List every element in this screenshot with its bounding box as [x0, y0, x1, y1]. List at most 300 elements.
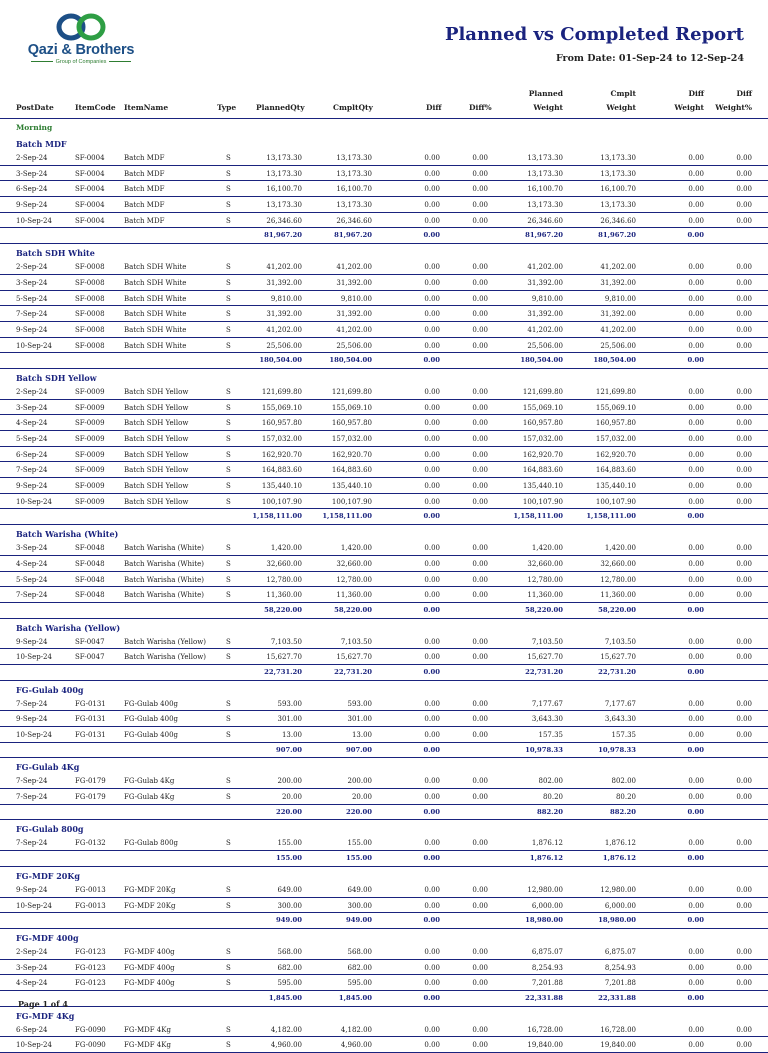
cell-cmplt-weight: 12,780.00 [600, 575, 636, 584]
cell-planned-qty: 31,392.00 [266, 278, 302, 287]
cell-diff-weight-pct: 0.00 [736, 947, 752, 956]
total-diff-weight: 0.00 [687, 916, 704, 925]
cell-diff-weight-pct: 0.00 [736, 325, 752, 334]
cell-cmplt-weight: 1,420.00 [604, 544, 636, 553]
cell-cmplt-weight: 11,360.00 [600, 591, 636, 600]
cell-diff-pct: 0.00 [472, 154, 488, 162]
table-row [0, 1037, 768, 1053]
company-logo [16, 12, 146, 68]
cell-cmplt-qty: 13,173.30 [336, 201, 372, 210]
cell-diff-pct: 0.00 [472, 310, 488, 319]
cell-post-date: 3-Sep-24 [16, 403, 48, 412]
cell-diff-weight: 0.00 [688, 310, 704, 319]
cell-item-name: Batch MDF [124, 201, 165, 210]
table-row [0, 447, 768, 463]
cell-diff-weight: 0.00 [688, 591, 704, 600]
cell-item-name: Batch SDH Yellow [124, 387, 189, 396]
cell-cmplt-weight: 26,346.60 [600, 216, 636, 225]
cell-planned-weight: 41,202.00 [527, 325, 563, 334]
cell-post-date: 10-Sep-24 [16, 731, 52, 739]
cell-diff-weight: 0.00 [688, 201, 704, 210]
cell-item-code: SF-0009 [75, 435, 105, 443]
cell-planned-qty: 1,420.00 [270, 544, 302, 553]
cell-item-name: Batch SDH Yellow [124, 403, 189, 412]
cell-type: S [226, 979, 231, 988]
group-heading [0, 929, 768, 944]
cell-item-name: Batch SDH Yellow [124, 497, 189, 506]
cell-item-code: SF-0008 [75, 325, 105, 334]
total-planned-weight: 18,980.00 [525, 916, 563, 925]
cell-cmplt-qty: 11,360.00 [336, 591, 372, 600]
cell-planned-weight: 6,000.00 [531, 901, 563, 910]
cell-planned-qty: 300.00 [277, 901, 302, 910]
cell-post-date: 10-Sep-24 [16, 1041, 52, 1050]
cell-diff-pct: 0.00 [472, 653, 488, 662]
cell-item-name: Batch SDH Yellow [124, 435, 189, 443]
cell-diff-pct: 0.00 [472, 544, 488, 553]
cell-diff: 0.00 [424, 901, 440, 910]
cell-diff-weight-pct: 0.00 [736, 310, 752, 319]
cell-diff-weight-pct: 0.00 [736, 653, 752, 662]
cell-diff-weight: 0.00 [688, 185, 704, 194]
cell-item-code: SF-0048 [75, 544, 105, 553]
cell-type: S [226, 575, 231, 584]
cell-cmplt-qty: 160,957.80 [331, 419, 372, 428]
total-planned-weight: 1,158,111.00 [513, 512, 563, 521]
group-heading [0, 369, 768, 384]
table-row [0, 338, 768, 354]
cell-diff-weight: 0.00 [688, 435, 704, 443]
cell-diff: 0.00 [424, 201, 440, 210]
cell-post-date: 9-Sep-24 [16, 885, 48, 894]
cell-diff-pct: 0.00 [472, 278, 488, 287]
cell-cmplt-qty: 32,660.00 [336, 559, 372, 568]
cell-diff-weight-pct: 0.00 [736, 715, 752, 724]
cell-cmplt-qty: 155.00 [347, 839, 372, 848]
cell-planned-weight: 7,103.50 [531, 637, 563, 646]
total-cmplt-weight: 10,978.33 [598, 745, 636, 754]
col-diff-weight-line1: Diff [688, 89, 704, 98]
total-cmplt-weight: 81,967.20 [598, 231, 636, 240]
cell-cmplt-weight: 157.35 [611, 731, 636, 739]
cell-diff: 0.00 [424, 544, 440, 553]
cell-type: S [226, 278, 231, 287]
cell-post-date: 7-Sep-24 [16, 466, 48, 475]
cell-cmplt-weight: 13,173.30 [600, 154, 636, 162]
cell-diff-weight-pct: 0.00 [736, 294, 752, 303]
cell-diff: 0.00 [424, 294, 440, 303]
cell-cmplt-weight: 7,177.67 [604, 699, 636, 708]
cell-type: S [226, 482, 231, 491]
cell-diff-pct: 0.00 [472, 575, 488, 584]
cell-cmplt-qty: 649.00 [347, 885, 372, 894]
cell-diff: 0.00 [424, 637, 440, 646]
cell-item-code: SF-0009 [75, 450, 105, 459]
cell-diff-pct: 0.00 [472, 482, 488, 491]
cell-diff: 0.00 [424, 403, 440, 412]
cell-item-name: Batch SDH Yellow [124, 419, 189, 428]
cell-diff: 0.00 [424, 169, 440, 178]
cell-type: S [226, 419, 231, 428]
cell-diff-pct: 0.00 [472, 1041, 488, 1050]
shift-name: Morning [16, 123, 53, 132]
cell-planned-qty: 649.00 [277, 885, 302, 894]
cell-item-name: Batch SDH White [124, 263, 187, 272]
cell-planned-weight: 19,840.00 [527, 1041, 563, 1050]
total-planned-weight: 882.20 [536, 807, 563, 816]
table-row [0, 291, 768, 307]
cell-post-date: 5-Sep-24 [16, 575, 48, 584]
cell-diff: 0.00 [424, 387, 440, 396]
cell-post-date: 3-Sep-24 [16, 169, 48, 178]
cell-diff-pct: 0.00 [472, 185, 488, 194]
cell-diff-weight-pct: 0.00 [736, 591, 752, 600]
col-planned-weight-line1: Planned [528, 89, 563, 98]
total-cmplt-weight: 1,158,111.00 [586, 512, 636, 521]
total-diff-weight: 0.00 [687, 667, 704, 676]
cell-item-code: SF-0009 [75, 466, 105, 475]
cell-cmplt-weight: 41,202.00 [600, 263, 636, 272]
cell-diff-weight: 0.00 [688, 325, 704, 334]
cell-item-code: SF-0004 [75, 216, 105, 225]
cell-item-name: FG-Gulab 400g [124, 731, 179, 739]
cell-post-date: 10-Sep-24 [16, 341, 52, 350]
cell-type: S [226, 885, 231, 894]
cell-cmplt-weight: 160,957.80 [595, 419, 636, 428]
cell-diff-weight: 0.00 [688, 1025, 704, 1034]
report-title: Planned vs Completed Report [444, 24, 744, 45]
cell-diff-pct: 0.00 [472, 637, 488, 646]
cell-planned-weight: 7,201.88 [531, 979, 563, 988]
cell-planned-qty: 13,173.30 [266, 169, 302, 178]
cell-cmplt-qty: 15,627.70 [336, 653, 372, 662]
col-itemcode: ItemCode [75, 103, 116, 112]
cell-cmplt-weight: 80.20 [615, 793, 636, 802]
cell-planned-qty: 162,920.70 [261, 450, 302, 459]
cell-diff-pct: 0.00 [472, 793, 488, 802]
cell-type: S [226, 294, 231, 303]
total-diff-weight: 0.00 [687, 854, 704, 863]
cell-planned-weight: 1,876.12 [531, 839, 563, 848]
table-row [0, 462, 768, 478]
cell-diff-weight: 0.00 [688, 387, 704, 396]
cell-planned-weight: 16,728.00 [527, 1025, 563, 1034]
cell-post-date: 7-Sep-24 [16, 310, 48, 319]
table-row [0, 649, 768, 665]
table-row [0, 773, 768, 789]
cell-cmplt-weight: 164,883.60 [595, 466, 636, 475]
shift-label [0, 120, 768, 135]
cell-cmplt-qty: 121,699.80 [331, 387, 372, 396]
cell-planned-weight: 157,032.00 [522, 435, 563, 443]
total-diff: 0.00 [423, 231, 440, 240]
cell-post-date: 9-Sep-24 [16, 201, 48, 210]
cell-cmplt-weight: 25,506.00 [600, 341, 636, 350]
cell-diff-weight: 0.00 [688, 544, 704, 553]
cell-diff-pct: 0.00 [472, 1025, 488, 1034]
total-planned-weight: 81,967.20 [525, 231, 563, 240]
table-row [0, 400, 768, 416]
cell-cmplt-weight: 157,032.00 [595, 435, 636, 443]
cell-planned-weight: 160,957.80 [522, 419, 563, 428]
total-planned-qty: 81,967.20 [264, 231, 302, 240]
company-name: Qazi & Brothers [27, 42, 135, 58]
total-planned-qty: 1,845.00 [268, 993, 302, 1002]
cell-planned-qty: 121,699.80 [261, 387, 302, 396]
total-cmplt-qty: 155.00 [345, 854, 372, 863]
col-diff: Diff [426, 103, 442, 112]
cell-item-name: Batch MDF [124, 169, 165, 178]
cell-planned-qty: 155.00 [277, 839, 302, 848]
cell-planned-qty: 4,960.00 [270, 1041, 302, 1050]
cell-item-name: FG-MDF 20Kg [124, 901, 176, 910]
cell-planned-qty: 41,202.00 [266, 263, 302, 272]
total-cmplt-weight: 58,220.00 [598, 605, 636, 614]
total-diff: 0.00 [423, 356, 440, 365]
cell-diff-pct: 0.00 [472, 450, 488, 459]
table-row [0, 540, 768, 556]
cell-diff-weight-pct: 0.00 [736, 575, 752, 584]
cell-item-name: Batch Warisha (White) [124, 591, 204, 600]
cell-item-name: FG-MDF 400g [124, 963, 175, 972]
table-row [0, 711, 768, 727]
table-row [0, 634, 768, 650]
cell-diff-pct: 0.00 [472, 216, 488, 225]
cell-diff-weight: 0.00 [688, 979, 704, 988]
cell-planned-weight: 12,780.00 [527, 575, 563, 584]
cell-planned-weight: 11,360.00 [527, 591, 563, 600]
cell-type: S [226, 466, 231, 475]
cell-item-name: Batch Warisha (Yellow) [124, 653, 206, 662]
cell-cmplt-weight: 135,440.10 [595, 482, 636, 491]
group-total-row [0, 805, 768, 821]
cell-cmplt-weight: 155,069.10 [595, 403, 636, 412]
cell-item-code: SF-0047 [75, 653, 105, 662]
cell-planned-weight: 6,875.07 [531, 947, 563, 956]
cell-item-name: Batch Warisha (White) [124, 559, 204, 568]
cell-diff-weight-pct: 0.00 [736, 278, 752, 287]
cell-item-name: Batch SDH White [124, 278, 187, 287]
total-cmplt-weight: 18,980.00 [598, 916, 636, 925]
cell-diff-weight: 0.00 [688, 294, 704, 303]
cell-diff: 0.00 [424, 466, 440, 475]
cell-diff: 0.00 [424, 1041, 440, 1050]
cell-post-date: 2-Sep-24 [16, 154, 48, 162]
cell-diff-weight: 0.00 [688, 403, 704, 412]
cell-item-code: FG-0013 [75, 901, 106, 910]
cell-diff-weight: 0.00 [688, 637, 704, 646]
cell-diff: 0.00 [424, 963, 440, 972]
table-row [0, 322, 768, 338]
total-cmplt-weight: 22,731.20 [598, 667, 636, 676]
cell-post-date: 7-Sep-24 [16, 839, 48, 848]
cell-diff: 0.00 [424, 1025, 440, 1034]
cell-cmplt-qty: 7,103.50 [340, 637, 372, 646]
cell-diff-pct: 0.00 [472, 731, 488, 739]
total-diff: 0.00 [423, 667, 440, 676]
cell-diff-pct: 0.00 [472, 263, 488, 272]
cell-diff-weight: 0.00 [688, 450, 704, 459]
cell-diff-weight-pct: 0.00 [736, 435, 752, 443]
cell-diff: 0.00 [424, 263, 440, 272]
cell-diff-weight: 0.00 [688, 169, 704, 178]
cell-item-name: Batch MDF [124, 185, 165, 194]
table-row [0, 478, 768, 494]
cell-diff-pct: 0.00 [472, 325, 488, 334]
cell-diff-pct: 0.00 [472, 777, 488, 786]
cell-item-code: SF-0008 [75, 341, 105, 350]
total-planned-weight: 10,978.33 [525, 745, 563, 754]
cell-cmplt-weight: 32,660.00 [600, 559, 636, 568]
total-diff-weight: 0.00 [687, 231, 704, 240]
cell-type: S [226, 201, 231, 210]
cell-diff: 0.00 [424, 885, 440, 894]
cell-diff-weight: 0.00 [688, 699, 704, 708]
table-row [0, 898, 768, 914]
cell-item-name: FG-Gulab 400g [124, 715, 179, 724]
cell-planned-weight: 15,627.70 [527, 653, 563, 662]
group-heading [0, 244, 768, 259]
cell-planned-weight: 13,173.30 [527, 201, 563, 210]
cell-diff: 0.00 [424, 793, 440, 802]
cell-cmplt-weight: 12,980.00 [600, 885, 636, 894]
table-row [0, 835, 768, 851]
cell-post-date: 2-Sep-24 [16, 387, 48, 396]
cell-diff-weight-pct: 0.00 [736, 154, 752, 162]
cell-item-code: SF-0008 [75, 294, 105, 303]
group-name: Batch Warisha (White) [16, 529, 119, 540]
cell-item-code: FG-0132 [75, 839, 106, 848]
cell-planned-weight: 80.20 [542, 793, 563, 802]
table-row [0, 197, 768, 213]
total-cmplt-qty: 1,845.00 [338, 993, 372, 1002]
cell-diff-weight-pct: 0.00 [736, 419, 752, 428]
cell-item-name: FG-MDF 400g [124, 947, 175, 956]
group-heading [0, 525, 768, 540]
cell-diff-pct: 0.00 [472, 387, 488, 396]
total-cmplt-qty: 907.00 [345, 745, 372, 754]
cell-planned-weight: 16,100.70 [527, 185, 563, 194]
cell-planned-weight: 31,392.00 [527, 278, 563, 287]
total-diff-weight: 0.00 [687, 605, 704, 614]
cell-item-name: Batch SDH White [124, 325, 187, 334]
cell-diff: 0.00 [424, 497, 440, 506]
cell-planned-qty: 200.00 [277, 777, 302, 786]
cell-item-code: SF-0004 [75, 169, 105, 178]
total-cmplt-qty: 220.00 [345, 807, 372, 816]
cell-diff-weight: 0.00 [688, 963, 704, 972]
total-planned-qty: 949.00 [275, 916, 302, 925]
cell-item-code: FG-0090 [75, 1041, 106, 1050]
cell-diff: 0.00 [424, 653, 440, 662]
cell-cmplt-qty: 20.00 [351, 793, 372, 802]
cell-cmplt-weight: 8,254.93 [604, 963, 636, 972]
cell-cmplt-qty: 300.00 [347, 901, 372, 910]
cell-cmplt-weight: 16,100.70 [600, 185, 636, 194]
cell-diff-weight-pct: 0.00 [736, 482, 752, 491]
cell-cmplt-weight: 162,920.70 [595, 450, 636, 459]
table-row [0, 944, 768, 960]
total-planned-qty: 58,220.00 [264, 605, 302, 614]
cell-item-name: FG-MDF 4Kg [124, 1025, 171, 1034]
cell-post-date: 9-Sep-24 [16, 715, 48, 724]
cell-diff-weight: 0.00 [688, 653, 704, 662]
cell-post-date: 10-Sep-24 [16, 497, 52, 506]
cell-diff-weight-pct: 0.00 [736, 201, 752, 210]
cell-diff-pct: 0.00 [472, 169, 488, 178]
cell-diff-weight: 0.00 [688, 278, 704, 287]
cell-diff-pct: 0.00 [472, 294, 488, 303]
cell-diff-weight-pct: 0.00 [736, 544, 752, 553]
group-name: Batch SDH White [16, 248, 95, 259]
table-row [0, 181, 768, 197]
infinity-logo-icon [16, 12, 146, 42]
cell-item-code: SF-0009 [75, 403, 105, 412]
cell-item-code: FG-0131 [75, 715, 106, 724]
total-cmplt-qty: 180,504.00 [329, 356, 372, 365]
cell-item-code: SF-0009 [75, 419, 105, 428]
cell-cmplt-qty: 25,506.00 [336, 341, 372, 350]
cell-type: S [226, 637, 231, 646]
cell-diff: 0.00 [424, 310, 440, 319]
cell-planned-weight: 31,392.00 [527, 310, 563, 319]
group-name: FG-Gulab 800g [16, 824, 84, 835]
group-name: FG-MDF 4Kg [16, 1010, 75, 1021]
cell-diff: 0.00 [424, 341, 440, 350]
total-planned-qty: 1,158,111.00 [252, 512, 302, 521]
cell-cmplt-qty: 12,780.00 [336, 575, 372, 584]
cell-diff: 0.00 [424, 450, 440, 459]
cell-diff: 0.00 [424, 216, 440, 225]
total-planned-weight: 1,876.12 [529, 854, 563, 863]
cell-item-name: Batch Warisha (Yellow) [124, 637, 206, 646]
table-row [0, 696, 768, 712]
cell-type: S [226, 216, 231, 225]
cell-cmplt-weight: 7,201.88 [604, 979, 636, 988]
table-row [0, 882, 768, 898]
cell-item-code: SF-0048 [75, 591, 105, 600]
cell-planned-weight: 32,660.00 [527, 559, 563, 568]
col-diff-weight-pct-line1: Diff [736, 89, 752, 98]
cell-post-date: 4-Sep-24 [16, 979, 48, 988]
cell-cmplt-qty: 9,810.00 [340, 294, 372, 303]
cell-diff-pct: 0.00 [472, 341, 488, 350]
cell-diff-weight-pct: 0.00 [736, 1041, 752, 1050]
cell-planned-qty: 135,440.10 [261, 482, 302, 491]
cell-type: S [226, 947, 231, 956]
cell-type: S [226, 901, 231, 910]
cell-diff-pct: 0.00 [472, 979, 488, 988]
cell-diff-weight-pct: 0.00 [736, 559, 752, 568]
total-cmplt-weight: 180,504.00 [593, 356, 636, 365]
group-total-row [0, 913, 768, 929]
col-diff-weight-pct-line2: Weight% [715, 103, 752, 112]
cell-type: S [226, 403, 231, 412]
group-total-row [0, 509, 768, 525]
cell-post-date: 3-Sep-24 [16, 963, 48, 972]
cell-cmplt-qty: 13.00 [351, 731, 372, 739]
cell-planned-weight: 12,980.00 [527, 885, 563, 894]
cell-diff-pct: 0.00 [472, 419, 488, 428]
cell-cmplt-qty: 100,107.90 [331, 497, 372, 506]
cell-post-date: 3-Sep-24 [16, 278, 48, 287]
cell-type: S [226, 263, 231, 272]
cell-cmplt-weight: 802.00 [611, 777, 636, 786]
cell-diff-pct: 0.00 [472, 839, 488, 848]
cell-planned-weight: 121,699.80 [522, 387, 563, 396]
cell-diff-weight-pct: 0.00 [736, 466, 752, 475]
cell-diff: 0.00 [424, 591, 440, 600]
